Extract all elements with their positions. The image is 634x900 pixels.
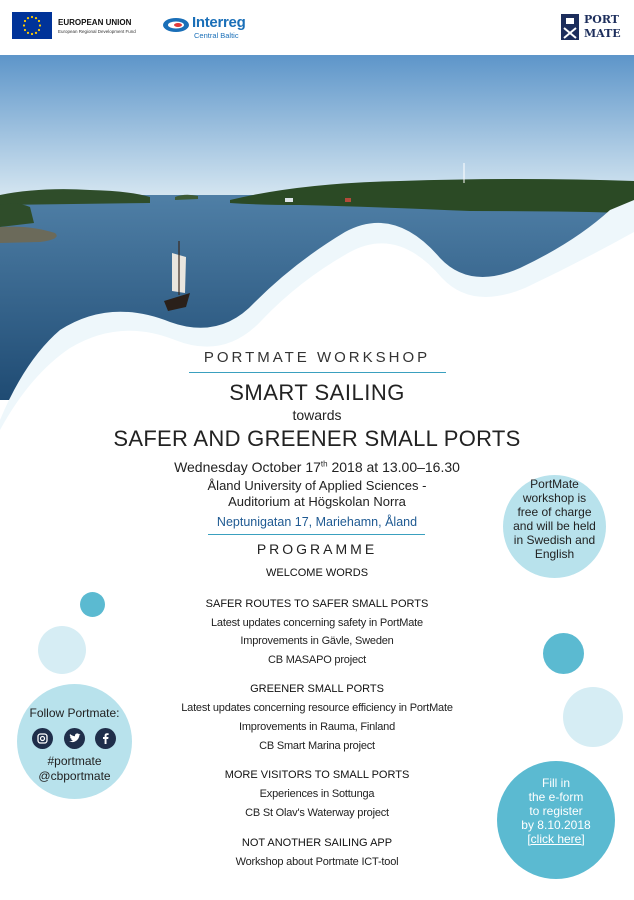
- hashtag: #portmate: [47, 754, 102, 768]
- interreg-logo-icon: [162, 17, 190, 33]
- programme-item: CB MASAPO project: [267, 654, 367, 666]
- interreg-region: Central Baltic: [194, 31, 239, 40]
- info-line: English: [534, 547, 575, 561]
- eu-name: EUROPEAN UNION: [58, 18, 132, 27]
- event-address: Neptunigatan 17, Mariehamn, Åland: [216, 515, 418, 529]
- instagram-icon[interactable]: [32, 728, 53, 749]
- programme-item: Improvements in Rauma, Finland: [238, 721, 395, 733]
- info-line: workshop is: [522, 491, 587, 505]
- programme-item: CB St Olav's Waterway project: [245, 807, 389, 819]
- title-divider: [189, 372, 446, 373]
- portmate-wordmark-line1: PORT: [584, 13, 619, 26]
- subtitle: SAFER AND GREENER SMALL PORTS: [113, 426, 521, 451]
- venue-line-1: Åland University of Applied Sciences -: [207, 478, 427, 493]
- register-line: by 8.10.2018: [521, 818, 591, 832]
- welcome-words: WELCOME WORDS: [265, 567, 369, 579]
- follow-label: Follow Portmate:: [29, 706, 120, 720]
- programme-item: Workshop about Portmate ICT-tool: [235, 856, 399, 868]
- interreg-name: Interreg: [192, 14, 246, 31]
- main-title: SMART SAILING: [229, 380, 405, 405]
- section-title: MORE VISITORS TO SMALL PORTS: [224, 769, 410, 781]
- section-title: GREENER SMALL PORTS: [250, 683, 384, 695]
- decorative-dot: [563, 687, 623, 747]
- eu-fund-label: European Regional Development Fund: [58, 29, 136, 34]
- venue-line-2: Auditorium at Högskolan Norra: [228, 494, 406, 509]
- facebook-icon[interactable]: [95, 728, 116, 749]
- section-title: SAFER ROUTES TO SAFER SMALL PORTS: [205, 598, 429, 610]
- social-icons: [32, 728, 117, 750]
- programme-item: Latest updates concerning safety in PortMate: [211, 617, 423, 629]
- date-sup: th: [320, 459, 328, 469]
- register-line: the e-form: [528, 790, 584, 804]
- register-line: Fill in: [541, 776, 570, 790]
- towards-text: towards: [292, 407, 342, 423]
- register-line: to register: [529, 804, 583, 818]
- info-line: and will be held: [513, 519, 596, 533]
- portmate-flag-icon: [561, 14, 579, 40]
- address-divider: [208, 534, 425, 535]
- programme-item: Improvements in Gävle, Sweden: [240, 635, 394, 647]
- portmate-wordmark-line2: MATE: [584, 27, 621, 40]
- info-line: in Swedish and: [513, 533, 596, 547]
- event-date: [0, 459, 634, 475]
- info-line: free of charge: [517, 505, 592, 519]
- twitter-icon[interactable]: [64, 728, 85, 749]
- workshop-label: PORTMATE WORKSHOP: [203, 349, 431, 366]
- register-text: [497, 776, 615, 846]
- register-link[interactable]: [click here]: [527, 832, 585, 846]
- decorative-dot: [38, 626, 86, 674]
- info-line: PortMate: [530, 477, 579, 491]
- programme-item: Latest updates concerning resource efficiency in PortMate: [181, 702, 453, 714]
- date-post: 2018 at 13.00–16.30: [327, 459, 460, 475]
- social-handle: @cbportmate: [38, 769, 111, 783]
- date-pre: Wednesday October 17: [174, 459, 321, 475]
- programme-item: Experiences in Sottunga: [259, 788, 375, 800]
- programme-heading: PROGRAMME: [256, 541, 378, 557]
- programme-item: CB Smart Marina project: [259, 740, 375, 752]
- eu-flag-logo: [12, 12, 52, 39]
- section-title: NOT ANOTHER SAILING APP: [241, 837, 393, 849]
- info-bubble-text: [503, 477, 606, 561]
